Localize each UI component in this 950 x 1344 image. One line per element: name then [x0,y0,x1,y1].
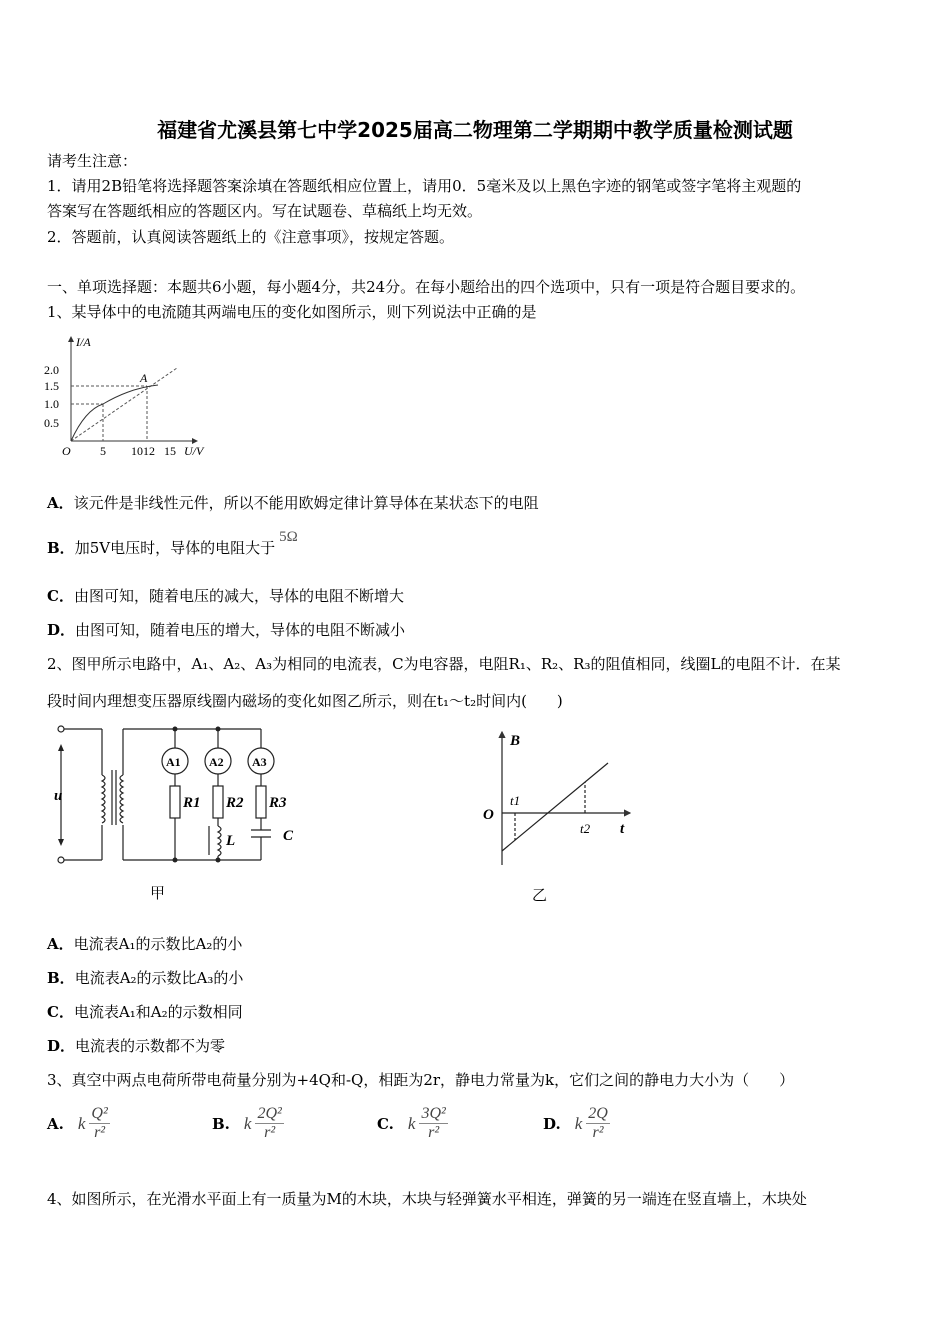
b-t-graph [470,720,650,910]
y-axis-label: B [510,733,521,749]
resistor-r3: R3 [269,795,287,811]
ammeter-a3: A3 [252,755,267,769]
figure-caption: 乙 [532,888,548,904]
figure-caption: 甲 [150,886,166,902]
x-tick: 1012 [131,444,155,458]
x-tick: 15 [164,444,176,458]
t1-label: t1 [510,793,521,808]
q1-option-b: B．加5V电压时，导体的电阻大于5Ω [47,529,298,557]
x-axis-label: U/V [184,444,204,458]
y-axis-label: I/A [76,335,91,349]
resistor-r1: R1 [183,795,201,811]
x-tick: 5 [100,444,106,458]
notice-line: 2．答题前，认真阅读答题纸上的《注意事项》，按规定答题。 [47,228,455,246]
y-tick: 2.0 [44,363,59,377]
q2-option-d: D．电流表的示数都不为零 [47,1037,226,1055]
x-axis-label: t [620,821,625,837]
t2-label: t2 [580,821,591,836]
q3-option-d: D. k $\frac{2Q}{\text{r²}}$ [543,1105,608,1141]
notice-line: 答案写在答题纸相应的答题区内。写在试题卷、草稿纸上均无效。 [47,202,483,220]
origin-label: O [483,807,494,823]
origin-label: O [62,444,71,458]
y-tick: 0.5 [44,416,59,430]
capacitor-label: C [283,828,294,844]
page-title: 福建省尤溪县第七中学2025届高二物理第二学期期中教学质量检测试题 [157,118,793,142]
question-4-stem: 4、如图所示，在光滑水平面上有一质量为M的木块，木块与轻弹簧水平相连，弹簧的另一端连在竖直墙上，木块处 [47,1190,807,1208]
q1-option-c: C．由图可知，随着电压的减大，导体的电阻不断增大 [47,587,404,605]
circuit-diagram [40,720,320,910]
q2-option-c: C．电流表A₁和A₂的示数相同 [47,1003,243,1021]
notice-line: 1．请用2B铅笔将选择题答案涂填在答题纸相应位置上，请用0．5毫米及以上黑色字迹的钢笔或签字笔将主观题的 [47,177,802,195]
q2-option-a: A．电流表A₁的示数比A₂的小 [47,935,243,953]
resistor-r2: R2 [226,795,244,811]
ammeter-a1: A1 [166,755,181,769]
notice-heading: 请考生注意： [47,152,138,170]
question-3-stem: 3、真空中两点电荷所带电荷量分别为+4Q和-Q，相距为2r，静电力常量为k，它们之间的静电力大小为（ ） [47,1071,795,1089]
y-tick: 1.5 [44,379,59,393]
question-2-stem: 段时间内理想变压器原线圈内磁场的变化如图乙所示，则在t₁～t₂时间内( ) [47,692,563,710]
ammeter-a2: A2 [209,755,224,769]
q1-option-d: D．由图可知，随着电压的增大，导体的电阻不断减小 [47,621,406,639]
voltage-label: u [54,788,63,804]
q3-option-b: B. k $\frac{\text{2Q²}}{\text{r²}}$ [212,1105,282,1141]
q3-option-a: A. k $\frac{\text{Q²}}{\text{r²}}$ [47,1105,108,1141]
question-1-stem: 1、某导体中的电流随其两端电压的变化如图所示，则下列说法中正确的是 [47,303,537,321]
q1-option-a: A．该元件是非线性元件，所以不能用欧姆定律计算导体在某状态下的电阻 [47,494,539,512]
section-heading: 一、单项选择题：本题共6小题，每小题4分，共24分。在每小题给出的四个选项中，只有一项是符合题目要求的。 [47,278,806,296]
q2-option-b: B．电流表A₂的示数比A₃的小 [47,969,244,987]
inductor-label: L [226,833,236,849]
y-tick: 1.0 [44,397,59,411]
q3-option-c: C. k $\frac{\text{3Q²}}{\text{r²}}$ [377,1105,446,1141]
point-label: A [140,371,148,385]
iu-graph [40,325,220,470]
question-2-stem: 2、图甲所示电路中，A₁、A₂、A₃为相同的电流表，C为电容器，电阻R₁、R₂、R₃的阻值相同，线圈L的电阻不计．在某 [47,655,841,673]
